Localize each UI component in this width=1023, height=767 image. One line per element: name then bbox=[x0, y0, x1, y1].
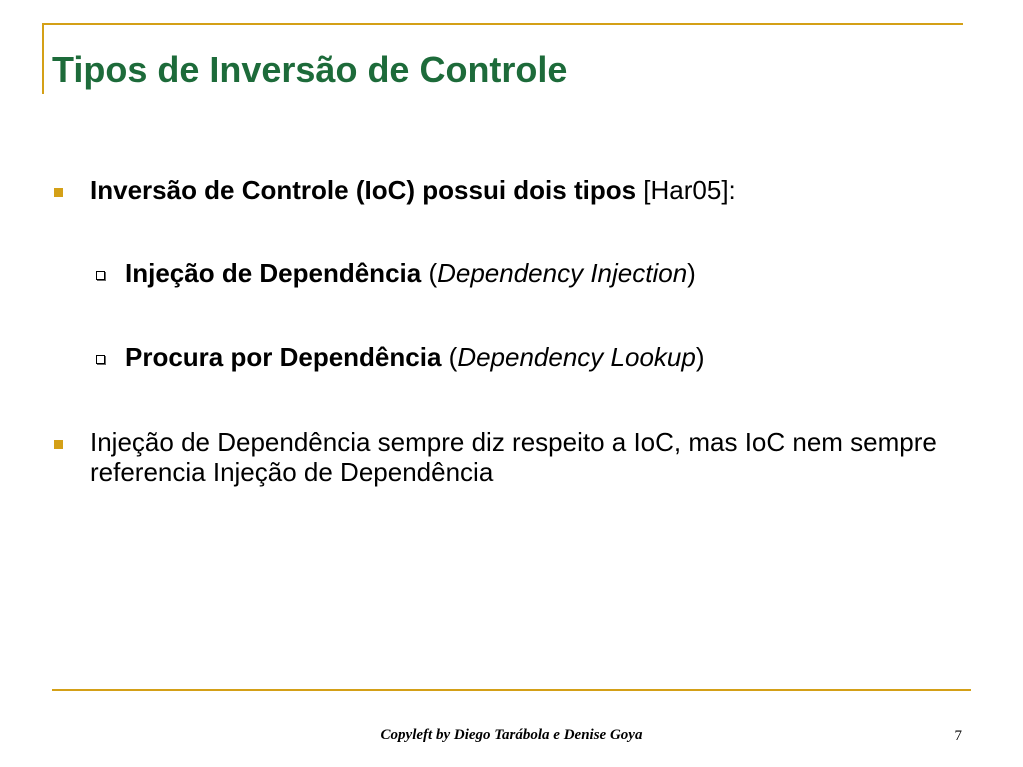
sub-bullet-dl-bold: Procura por Dependência bbox=[125, 342, 442, 372]
sub-bullet-dl-open-paren: ( bbox=[441, 342, 458, 372]
footer-copyleft: Copyleft by Diego Tarábola e Denise Goya bbox=[380, 727, 643, 743]
square-bullet-icon bbox=[54, 188, 63, 197]
sub-bullet-dependency-injection bbox=[125, 258, 696, 288]
sub-bullet-di-bold: Injeção de Dependência bbox=[125, 258, 422, 288]
bullet-ioc-types-ref: [Har05]: bbox=[636, 175, 736, 205]
bullet-ioc-types-bold: Inversão de Controle (IoC) possui dois tipos bbox=[90, 175, 637, 205]
hollow-square-bullet-icon bbox=[96, 271, 105, 280]
footer-divider-line bbox=[52, 689, 971, 691]
top-frame-line bbox=[42, 23, 963, 25]
sub-bullet-di-close-paren: ) bbox=[687, 258, 696, 288]
sub-bullet-di-italic: Dependency Injection bbox=[437, 258, 688, 288]
bullet-ioc-types bbox=[90, 175, 736, 205]
hollow-square-bullet-icon bbox=[96, 355, 105, 364]
sub-bullet-dl-italic: Dependency Lookup bbox=[457, 342, 696, 372]
page-number: 7 bbox=[954, 728, 962, 744]
square-bullet-icon bbox=[54, 440, 63, 449]
slide-title: Tipos de Inversão de Controle bbox=[52, 49, 568, 90]
sub-bullet-dl-close-paren: ) bbox=[695, 342, 705, 372]
left-frame-line bbox=[42, 23, 44, 94]
bullet-di-vs-ioc: Injeção de Dependência sempre diz respeito a IoC, mas IoC nem sempre referencia Injeção de Dependência bbox=[90, 427, 937, 487]
sub-bullet-dependency-lookup bbox=[125, 342, 705, 372]
sub-bullet-di-open-paren: ( bbox=[421, 258, 438, 288]
